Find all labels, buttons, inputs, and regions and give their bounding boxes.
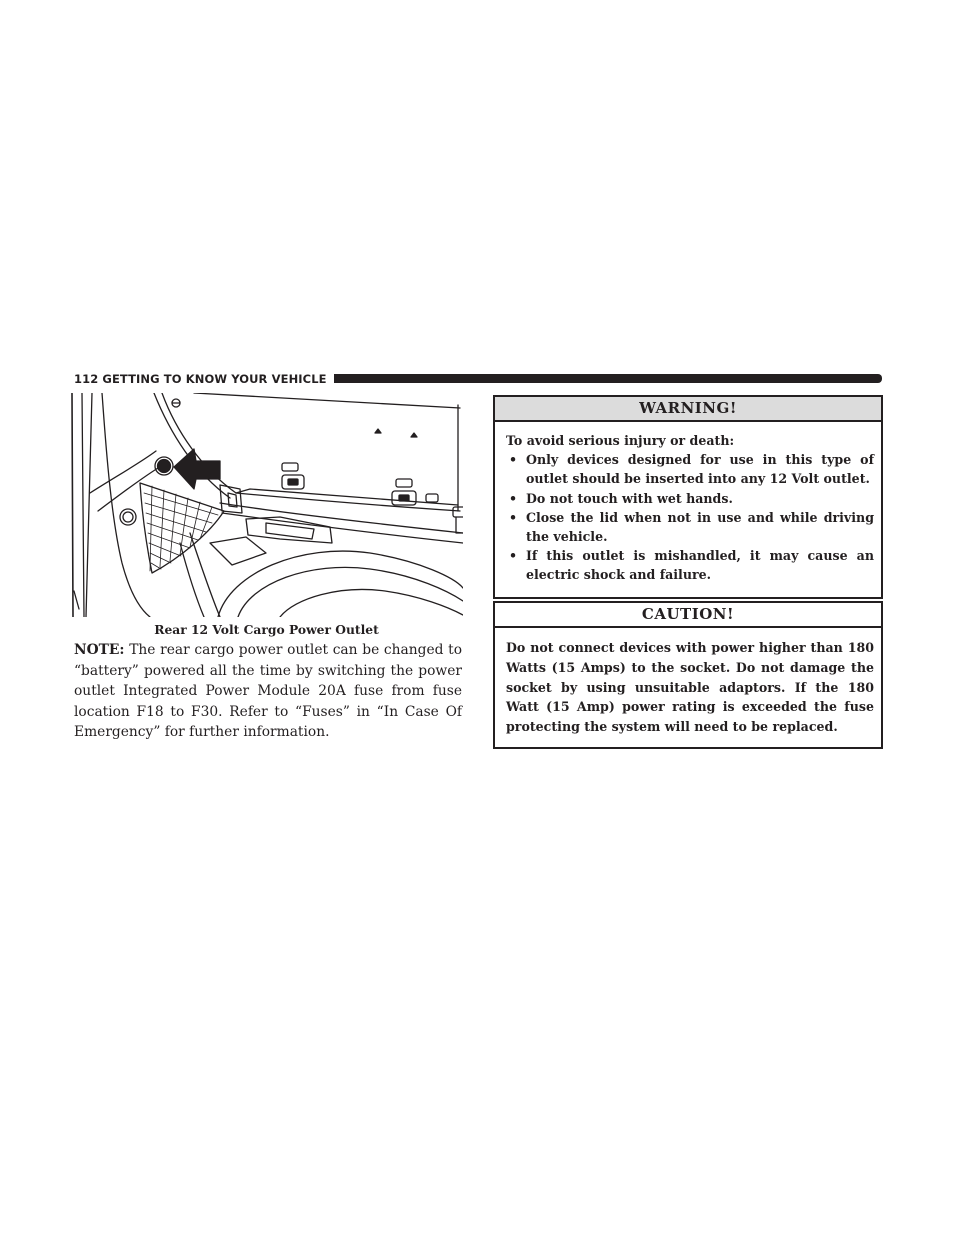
caution-box — [493, 601, 883, 749]
note-text: The rear cargo power outlet can be changed to “battery” powered all the time by switching the power outlet Integrated Power Module 20A fuse from fuse location F18 to F30. Refer to “Fuses” in “In Case Of Emergency” for further information. — [74, 642, 462, 740]
warning-intro: To avoid serious injury or death: — [506, 433, 735, 448]
caution-title: CAUTION! — [495, 603, 881, 628]
warning-title: WARNING! — [495, 397, 881, 422]
page-label: 112 GETTING TO KNOW YOUR VEHICLE — [74, 372, 327, 386]
page-header — [74, 371, 882, 387]
warning-list — [506, 450, 874, 584]
warning-box — [493, 395, 883, 599]
warning-item: • Do not touch with wet hands. — [506, 489, 874, 508]
note-label: NOTE: — [74, 642, 125, 658]
warning-item: • Only devices designed for use in this type of outlet should be inserted into any 12 Volt outlet. — [506, 450, 874, 488]
figure-caption: Rear 12 Volt Cargo Power Outlet — [154, 622, 379, 637]
caution-text: Do not connect devices with power higher than 180 Watts (15 Amps) to the socket. Do not damage the socket by using unsuitable adaptors. If the 180 Watt (15 Amp) power rating is exceeded the fuse protecting the system will need to be replaced. — [506, 640, 874, 735]
cargo-outlet-illustration — [70, 393, 463, 617]
warning-item: • If this outlet is mishandled, it may cause an electric shock and failure. — [506, 546, 874, 584]
warning-item: • Close the lid when not in use and while driving the vehicle. — [506, 508, 874, 546]
header-rule — [334, 374, 882, 383]
note-paragraph — [74, 640, 462, 743]
